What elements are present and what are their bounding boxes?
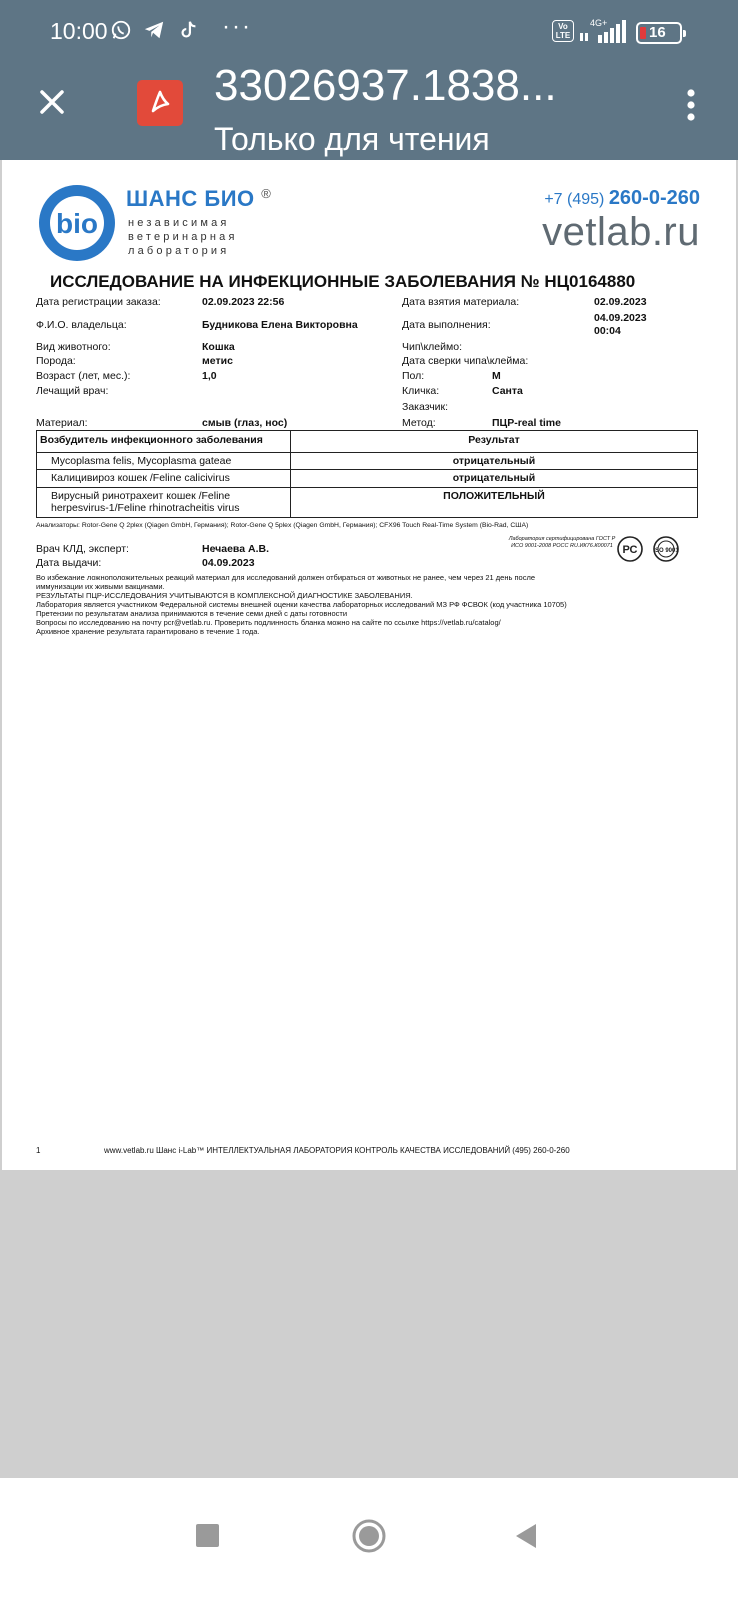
species-label: Вид животного: [36,341,111,353]
note-line: Во избежание ложноположительных реакций материал для исследований должен отбираться от животных не ранее, чем через 21 день после [36,573,535,582]
result-cell: отрицательный [452,454,536,467]
results-table [36,430,698,518]
whatsapp-icon [110,19,132,41]
sex-label: Пол: [402,370,425,382]
home-circle-icon[interactable] [349,1516,389,1556]
battery-level: 16 [649,24,666,41]
material-label: Материал: [36,417,88,429]
svg-text:РС: РС [622,544,638,556]
page-number: 1 [36,1146,41,1155]
report-title: ИССЛЕДОВАНИЕ НА ИНФЕКЦИОННЫЕ ЗАБОЛЕВАНИЯ № НЦ0164880 [50,272,636,291]
pet-name-label: Кличка: [402,385,440,397]
brand-registered-mark: ® [261,186,272,201]
done-date-value: 04.09.2023 00:04 [594,312,647,337]
analyzers-note: Анализаторы: Rotor-Gene Q 2plex (Qiagen GmbH, Германия); Rotor-Gene Q 5plex (Qiagen GmbH, Германия); CFX96 Touch Real-Time System (Bio-Rad, США) [36,522,529,529]
brand-name [126,186,271,212]
issue-date-label: Дата выдачи: [36,557,102,569]
network-type: 4G+ [590,18,608,28]
phone-number: 260-0-260 [608,187,700,209]
method-value: ПЦР-real time [492,417,561,429]
table-row [37,470,697,488]
certification-text: Лаборатория сертифицирована ГОСТ Р ИСО 9001-2008 РОСС RU.ИК76.К00071 [508,536,616,549]
reg-date-value: 02.09.2023 22:56 [202,296,285,308]
pathogen-cell: Вирусный ринотрахеит кошек /Feline herpesvirus-1/Feline rhinotracheitis virus [37,488,291,517]
status-time: 10:00 [50,18,108,44]
sample-date-value: 02.09.2023 [594,296,647,308]
method-label: Метод: [402,417,436,429]
status-bar [0,0,738,56]
chip-label: Чип\клеймо: [402,341,462,353]
age-value: 1,0 [202,370,217,382]
pet-name-value: Санта [492,385,523,397]
note-line: Лаборатория является участником Федеральной системы внешней оценки качества лабораторных исследований МЗ РФ ФСВОК (код участника 10705) [36,600,567,609]
lab-site: vetlab.ru [542,210,700,254]
expert-value: Нечаева А.В. [202,543,270,555]
pathogen-header: Возбудитель инфекционного заболевания [37,431,291,452]
table-row [37,453,697,471]
bio-logo-icon [38,184,116,262]
note-line: РЕЗУЛЬТАТЫ ПЦР-ИССЛЕДОВАНИЯ УЧИТЫВАЮТСЯ В КОМПЛЕКСНОЙ ДИАГНОСТИКЕ ЗАБОЛЕВАНИЯ. [36,591,413,600]
material-value: смыв (глаз, нос) [202,417,288,429]
result-cell: отрицательный [452,472,536,484]
more-vertical-icon[interactable] [686,88,696,122]
certification-logos-icon [616,535,688,563]
note-line: Архивное хранение результата гарантировано в течение 1 года. [36,627,260,636]
signal-icon [580,18,628,44]
result-header: Результат [468,434,520,446]
note-line: Вопросы по исследованию на почту pcr@vetlab.ru. Проверить подлинность бланка можно на сайте по ссылке https://vetlab.ru/catalog/ [36,618,501,627]
volte-icon: Vo LTE [552,20,574,42]
breed-label: Порода: [36,355,76,367]
issue-date-value: 04.09.2023 [202,557,255,569]
iso-logo-text: ISO 9001 [653,548,679,554]
reg-date-label: Дата регистрации заказа: [36,296,161,308]
note-line: Претензии по результатам анализа принимаются в течение семи дней с даты готовности [36,609,348,618]
logo-text: bio [56,208,98,239]
navigation-bar [0,1478,738,1600]
more-notifications: ··· [222,13,252,40]
table-header-row [37,431,697,453]
page-footer: www.vetlab.ru Шанс i-Lab™ ИНТЕЛЛЕКТУАЛЬНАЯ ЛАБОРАТОРИЯ КОНТРОЛЬ КАЧЕСТВА ИССЛЕДОВАНИЙ (495) 260-0-260 [104,1146,570,1155]
pathogen-cell: Mycoplasma felis, Mycoplasma gateae [37,453,291,470]
lab-phone [544,187,700,210]
vet-label: Лечащий врач: [36,385,109,397]
sex-value: М [492,370,501,382]
back-triangle-icon[interactable] [508,1516,548,1556]
pdf-page[interactable] [2,160,736,1170]
species-value: Кошка [202,341,235,353]
done-date-label: Дата выполнения: [402,319,491,331]
owner-label: Ф.И.О. владельца: [36,319,127,331]
expert-label: Врач КЛД, эксперт: [36,543,129,555]
telegram-icon [143,19,165,41]
customer-label: Заказчик: [402,401,449,413]
pdf-file-icon [137,80,183,126]
breed-value: метис [202,355,233,367]
brand-name-text: ШАНС БИО [126,186,255,211]
document-title: 33026937.1838... [214,61,557,110]
tiktok-icon [178,19,200,41]
result-cell: ПОЛОЖИТЕЛЬНЫЙ [443,489,545,502]
close-icon[interactable] [34,84,70,120]
pathogen-cell: Калицивироз кошек /Feline calicivirus [37,470,291,487]
phone-prefix: +7 (495) [544,191,605,208]
age-label: Возраст (лет, мес.): [36,370,131,382]
table-row [37,488,697,517]
read-only-label: Только для чтения [214,121,490,157]
brand-subtitle: независимая ветеринарная лаборатория [128,217,238,257]
battery-icon [636,22,682,44]
square-icon[interactable] [188,1516,228,1556]
owner-value: Будникова Елена Викторовна [202,319,358,331]
note-line: иммунизации их живыми вакцинами. [36,582,165,591]
chip-check-label: Дата сверки чипа\клейма: [402,355,529,367]
sample-date-label: Дата взятия материала: [402,296,520,308]
